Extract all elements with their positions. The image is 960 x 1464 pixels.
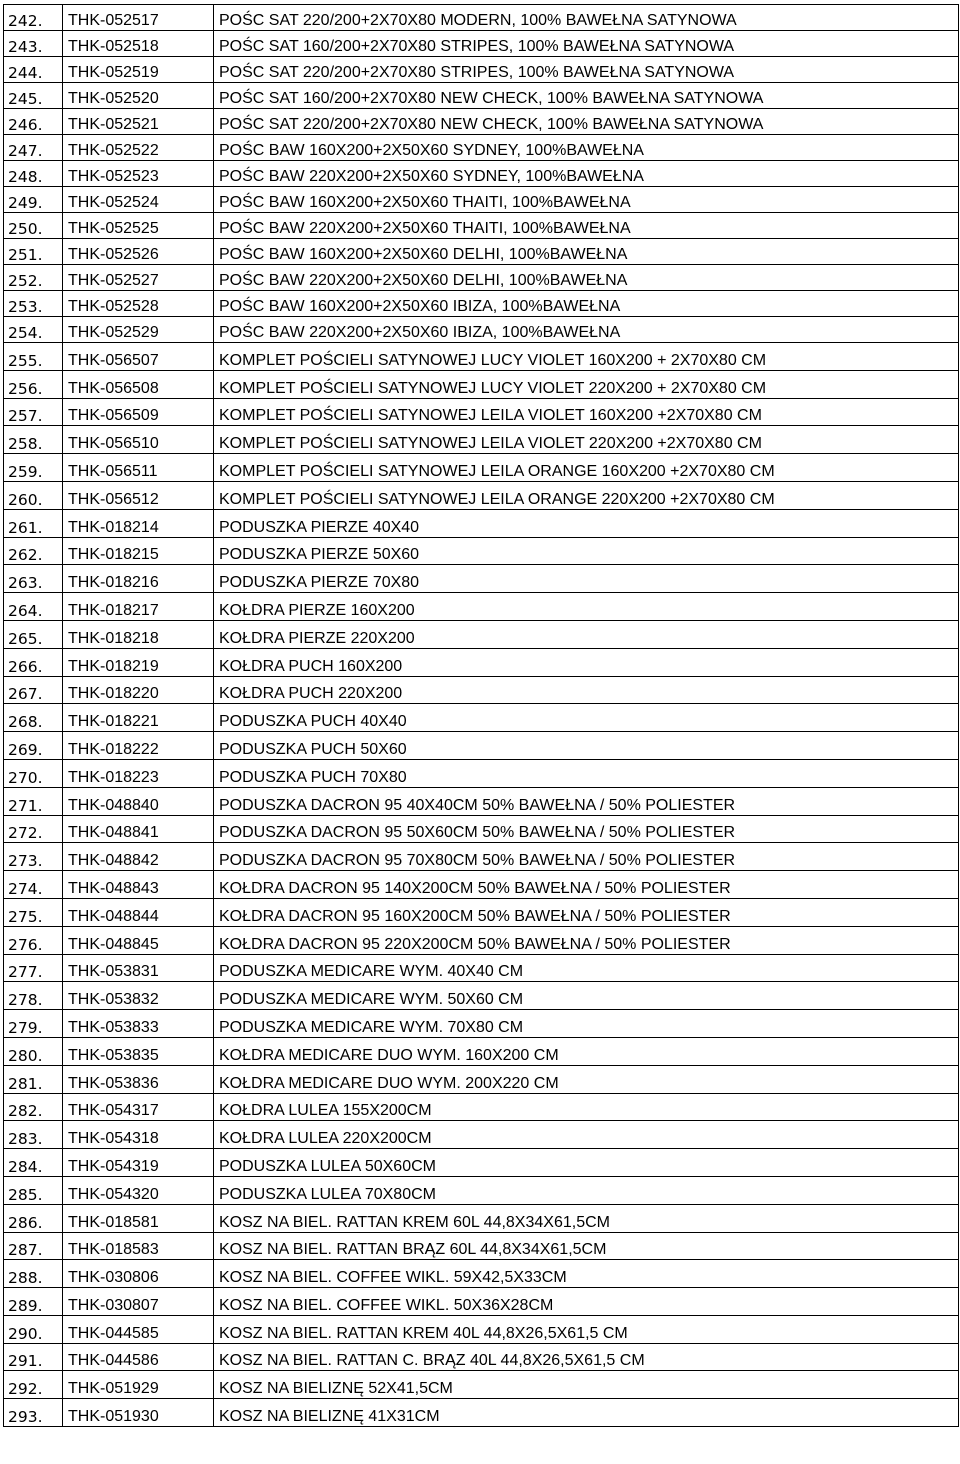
product-code-cell: THK-018215 (63, 537, 214, 565)
table-row (4, 1371, 959, 1399)
table-row (4, 1065, 959, 1093)
table-row (4, 648, 959, 676)
row-number-cell: 273. (4, 843, 63, 871)
product-code-cell: THK-052517 (63, 5, 214, 31)
row-number-cell: 279. (4, 1010, 63, 1038)
product-description-cell: KOSZ NA BIEL. COFFEE WIKL. 50X36X28CM (214, 1288, 959, 1316)
product-code-cell: THK-018218 (63, 620, 214, 648)
product-description-cell: POŚC BAW 220X200+2X50X60 SYDNEY, 100%BAWEŁNA (214, 161, 959, 187)
row-number-cell: 264. (4, 593, 63, 621)
product-description-cell: KOŁDRA LULEA 220X200CM (214, 1121, 959, 1149)
table-row (4, 317, 959, 343)
row-number-cell: 277. (4, 954, 63, 982)
product-description-cell: KOŁDRA PUCH 220X200 (214, 676, 959, 704)
product-code-cell: THK-018222 (63, 732, 214, 760)
row-number-cell: 243. (4, 31, 63, 57)
product-description-cell: PODUSZKA MEDICARE WYM. 40X40 CM (214, 954, 959, 982)
product-code-cell: THK-052521 (63, 109, 214, 135)
product-code-cell: THK-054319 (63, 1149, 214, 1177)
product-table (3, 4, 959, 1427)
row-number-cell: 284. (4, 1149, 63, 1177)
row-number-cell: 257. (4, 398, 63, 426)
table-row (4, 1315, 959, 1343)
product-code-cell: THK-018581 (63, 1204, 214, 1232)
table-row (4, 161, 959, 187)
product-code-cell: THK-048841 (63, 815, 214, 843)
product-code-cell: THK-030807 (63, 1288, 214, 1316)
product-code-cell: THK-018223 (63, 759, 214, 787)
row-number-cell: 246. (4, 109, 63, 135)
table-row (4, 1343, 959, 1371)
table-row (4, 759, 959, 787)
product-description-cell: POŚC SAT 220/200+2X70X80 MODERN, 100% BAWEŁNA SATYNOWA (214, 5, 959, 31)
table-row (4, 732, 959, 760)
table-row (4, 343, 959, 371)
product-description-cell: PODUSZKA PUCH 40X40 (214, 704, 959, 732)
row-number-cell: 290. (4, 1315, 63, 1343)
row-number-cell: 272. (4, 815, 63, 843)
product-description-cell: KOSZ NA BIELIZNĘ 41X31CM (214, 1399, 959, 1427)
table-row (4, 871, 959, 899)
product-description-cell: KOŁDRA PIERZE 220X200 (214, 620, 959, 648)
product-code-cell: THK-053836 (63, 1065, 214, 1093)
product-description-cell: PODUSZKA MEDICARE WYM. 50X60 CM (214, 982, 959, 1010)
product-code-cell: THK-018221 (63, 704, 214, 732)
table-row (4, 954, 959, 982)
product-description-cell: KOMPLET POŚCIELI SATYNOWEJ LEILA VIOLET 160X200 +2X70X80 CM (214, 398, 959, 426)
row-number-cell: 275. (4, 898, 63, 926)
product-description-cell: POŚC BAW 160X200+2X50X60 THAITI, 100%BAWEŁNA (214, 187, 959, 213)
table-row (4, 57, 959, 83)
row-number-cell: 291. (4, 1343, 63, 1371)
product-description-cell: POŚC BAW 220X200+2X50X60 DELHI, 100%BAWEŁNA (214, 265, 959, 291)
product-code-cell: THK-052519 (63, 57, 214, 83)
row-number-cell: 271. (4, 787, 63, 815)
table-row (4, 213, 959, 239)
table-row (4, 1176, 959, 1204)
product-code-cell: THK-052520 (63, 83, 214, 109)
table-row (4, 239, 959, 265)
row-number-cell: 253. (4, 291, 63, 317)
row-number-cell: 274. (4, 871, 63, 899)
product-description-cell: PODUSZKA PIERZE 40X40 (214, 509, 959, 537)
product-description-cell: KOSZ NA BIEL. RATTAN C. BRĄZ 40L 44,8X26,5X61,5 CM (214, 1343, 959, 1371)
product-description-cell: POŚC SAT 160/200+2X70X80 STRIPES, 100% BAWEŁNA SATYNOWA (214, 31, 959, 57)
product-code-cell: THK-051930 (63, 1399, 214, 1427)
row-number-cell: 258. (4, 426, 63, 454)
product-code-cell: THK-048844 (63, 898, 214, 926)
product-description-cell: KOŁDRA DACRON 95 220X200CM 50% BAWEŁNA / 50% POLIESTER (214, 926, 959, 954)
product-code-cell: THK-052526 (63, 239, 214, 265)
product-table-body (4, 5, 959, 1427)
table-row (4, 676, 959, 704)
table-row (4, 31, 959, 57)
product-code-cell: THK-053831 (63, 954, 214, 982)
product-description-cell: KOSZ NA BIEL. RATTAN BRĄZ 60L 44,8X34X61,5CM (214, 1232, 959, 1260)
product-code-cell: THK-052518 (63, 31, 214, 57)
row-number-cell: 255. (4, 343, 63, 371)
table-row (4, 135, 959, 161)
product-code-cell: THK-018219 (63, 648, 214, 676)
table-row (4, 1121, 959, 1149)
row-number-cell: 287. (4, 1232, 63, 1260)
product-code-cell: THK-052522 (63, 135, 214, 161)
product-description-cell: POŚC SAT 220/200+2X70X80 NEW CHECK, 100% BAWEŁNA SATYNOWA (214, 109, 959, 135)
row-number-cell: 270. (4, 759, 63, 787)
table-row (4, 454, 959, 482)
row-number-cell: 288. (4, 1260, 63, 1288)
row-number-cell: 249. (4, 187, 63, 213)
product-code-cell: THK-051929 (63, 1371, 214, 1399)
product-description-cell: PODUSZKA PIERZE 70X80 (214, 565, 959, 593)
product-code-cell: THK-018214 (63, 509, 214, 537)
table-row (4, 1399, 959, 1427)
row-number-cell: 280. (4, 1037, 63, 1065)
row-number-cell: 259. (4, 454, 63, 482)
table-row (4, 187, 959, 213)
product-code-cell: THK-056507 (63, 343, 214, 371)
row-number-cell: 242. (4, 5, 63, 31)
product-description-cell: PODUSZKA LULEA 50X60CM (214, 1149, 959, 1177)
table-row (4, 926, 959, 954)
product-description-cell: KOMPLET POŚCIELI SATYNOWEJ LEILA ORANGE 220X200 +2X70X80 CM (214, 481, 959, 509)
product-description-cell: KOMPLET POŚCIELI SATYNOWEJ LEILA VIOLET 220X200 +2X70X80 CM (214, 426, 959, 454)
row-number-cell: 254. (4, 317, 63, 343)
row-number-cell: 292. (4, 1371, 63, 1399)
table-row (4, 398, 959, 426)
row-number-cell: 276. (4, 926, 63, 954)
product-code-cell: THK-018583 (63, 1232, 214, 1260)
table-row (4, 815, 959, 843)
row-number-cell: 262. (4, 537, 63, 565)
product-description-cell: PODUSZKA DACRON 95 50X60CM 50% BAWEŁNA / 50% POLIESTER (214, 815, 959, 843)
row-number-cell: 263. (4, 565, 63, 593)
product-code-cell: THK-048840 (63, 787, 214, 815)
product-description-cell: KOMPLET POŚCIELI SATYNOWEJ LEILA ORANGE 160X200 +2X70X80 CM (214, 454, 959, 482)
row-number-cell: 286. (4, 1204, 63, 1232)
product-code-cell: THK-056508 (63, 370, 214, 398)
table-row (4, 1149, 959, 1177)
row-number-cell: 261. (4, 509, 63, 537)
product-code-cell: THK-053833 (63, 1010, 214, 1038)
product-code-cell: THK-056512 (63, 481, 214, 509)
product-description-cell: PODUSZKA MEDICARE WYM. 70X80 CM (214, 1010, 959, 1038)
product-code-cell: THK-054317 (63, 1093, 214, 1121)
table-row (4, 1288, 959, 1316)
row-number-cell: 283. (4, 1121, 63, 1149)
table-row (4, 1232, 959, 1260)
product-code-cell: THK-052527 (63, 265, 214, 291)
table-row (4, 593, 959, 621)
product-description-cell: KOŁDRA PUCH 160X200 (214, 648, 959, 676)
table-row (4, 481, 959, 509)
table-row (4, 509, 959, 537)
product-description-cell: KOSZ NA BIEL. COFFEE WIKL. 59X42,5X33CM (214, 1260, 959, 1288)
product-description-cell: POŚC SAT 160/200+2X70X80 NEW CHECK, 100% BAWEŁNA SATYNOWA (214, 83, 959, 109)
product-description-cell: KOŁDRA PIERZE 160X200 (214, 593, 959, 621)
table-row (4, 787, 959, 815)
product-code-cell: THK-030806 (63, 1260, 214, 1288)
table-row (4, 370, 959, 398)
table-row (4, 1010, 959, 1038)
row-number-cell: 282. (4, 1093, 63, 1121)
table-row (4, 620, 959, 648)
row-number-cell: 269. (4, 732, 63, 760)
product-description-cell: POŚC BAW 220X200+2X50X60 IBIZA, 100%BAWEŁNA (214, 317, 959, 343)
product-description-cell: POŚC BAW 160X200+2X50X60 SYDNEY, 100%BAWEŁNA (214, 135, 959, 161)
table-row (4, 565, 959, 593)
row-number-cell: 248. (4, 161, 63, 187)
product-description-cell: PODUSZKA PUCH 50X60 (214, 732, 959, 760)
product-description-cell: KOŁDRA MEDICARE DUO WYM. 160X200 CM (214, 1037, 959, 1065)
product-code-cell: THK-056510 (63, 426, 214, 454)
row-number-cell: 285. (4, 1176, 63, 1204)
product-description-cell: PODUSZKA LULEA 70X80CM (214, 1176, 959, 1204)
row-number-cell: 245. (4, 83, 63, 109)
row-number-cell: 267. (4, 676, 63, 704)
row-number-cell: 265. (4, 620, 63, 648)
table-row (4, 426, 959, 454)
product-code-cell: THK-052528 (63, 291, 214, 317)
table-row (4, 265, 959, 291)
product-code-cell: THK-052524 (63, 187, 214, 213)
table-row (4, 291, 959, 317)
row-number-cell: 281. (4, 1065, 63, 1093)
product-description-cell: POŚC BAW 160X200+2X50X60 DELHI, 100%BAWEŁNA (214, 239, 959, 265)
product-code-cell: THK-052523 (63, 161, 214, 187)
product-code-cell: THK-018220 (63, 676, 214, 704)
product-code-cell: THK-044586 (63, 1343, 214, 1371)
row-number-cell: 260. (4, 481, 63, 509)
product-code-cell: THK-048845 (63, 926, 214, 954)
product-code-cell: THK-018216 (63, 565, 214, 593)
product-description-cell: KOMPLET POŚCIELI SATYNOWEJ LUCY VIOLET 160X200 + 2X70X80 CM (214, 343, 959, 371)
product-code-cell: THK-053832 (63, 982, 214, 1010)
product-code-cell: THK-048843 (63, 871, 214, 899)
product-code-cell: THK-018217 (63, 593, 214, 621)
product-code-cell: THK-056511 (63, 454, 214, 482)
product-description-cell: KOŁDRA LULEA 155X200CM (214, 1093, 959, 1121)
product-description-cell: KOŁDRA DACRON 95 140X200CM 50% BAWEŁNA / 50% POLIESTER (214, 871, 959, 899)
product-description-cell: POŚC SAT 220/200+2X70X80 STRIPES, 100% BAWEŁNA SATYNOWA (214, 57, 959, 83)
table-row (4, 1260, 959, 1288)
product-description-cell: KOSZ NA BIELIZNĘ 52X41,5CM (214, 1371, 959, 1399)
table-row (4, 898, 959, 926)
product-description-cell: PODUSZKA DACRON 95 70X80CM 50% BAWEŁNA / 50% POLIESTER (214, 843, 959, 871)
row-number-cell: 247. (4, 135, 63, 161)
product-description-cell: PODUSZKA PIERZE 50X60 (214, 537, 959, 565)
product-code-cell: THK-054320 (63, 1176, 214, 1204)
product-description-cell: KOSZ NA BIEL. RATTAN KREM 40L 44,8X26,5X61,5 CM (214, 1315, 959, 1343)
table-row (4, 982, 959, 1010)
row-number-cell: 252. (4, 265, 63, 291)
table-row (4, 843, 959, 871)
product-code-cell: THK-052525 (63, 213, 214, 239)
row-number-cell: 251. (4, 239, 63, 265)
table-row (4, 1037, 959, 1065)
table-row (4, 1204, 959, 1232)
product-description-cell: PODUSZKA PUCH 70X80 (214, 759, 959, 787)
product-code-cell: THK-052529 (63, 317, 214, 343)
table-row (4, 704, 959, 732)
product-description-cell: KOŁDRA MEDICARE DUO WYM. 200X220 CM (214, 1065, 959, 1093)
product-code-cell: THK-053835 (63, 1037, 214, 1065)
table-row (4, 109, 959, 135)
product-code-cell: THK-048842 (63, 843, 214, 871)
product-code-cell: THK-044585 (63, 1315, 214, 1343)
row-number-cell: 244. (4, 57, 63, 83)
row-number-cell: 266. (4, 648, 63, 676)
product-description-cell: PODUSZKA DACRON 95 40X40CM 50% BAWEŁNA / 50% POLIESTER (214, 787, 959, 815)
product-description-cell: POŚC BAW 220X200+2X50X60 THAITI, 100%BAWEŁNA (214, 213, 959, 239)
product-description-cell: KOSZ NA BIEL. RATTAN KREM 60L 44,8X34X61,5CM (214, 1204, 959, 1232)
product-code-cell: THK-054318 (63, 1121, 214, 1149)
product-description-cell: KOŁDRA DACRON 95 160X200CM 50% BAWEŁNA / 50% POLIESTER (214, 898, 959, 926)
row-number-cell: 256. (4, 370, 63, 398)
table-row (4, 83, 959, 109)
table-row (4, 537, 959, 565)
product-description-cell: KOMPLET POŚCIELI SATYNOWEJ LUCY VIOLET 220X200 + 2X70X80 CM (214, 370, 959, 398)
table-row (4, 1093, 959, 1121)
row-number-cell: 278. (4, 982, 63, 1010)
row-number-cell: 293. (4, 1399, 63, 1427)
row-number-cell: 250. (4, 213, 63, 239)
row-number-cell: 268. (4, 704, 63, 732)
table-row (4, 5, 959, 31)
product-code-cell: THK-056509 (63, 398, 214, 426)
row-number-cell: 289. (4, 1288, 63, 1316)
product-description-cell: POŚC BAW 160X200+2X50X60 IBIZA, 100%BAWEŁNA (214, 291, 959, 317)
